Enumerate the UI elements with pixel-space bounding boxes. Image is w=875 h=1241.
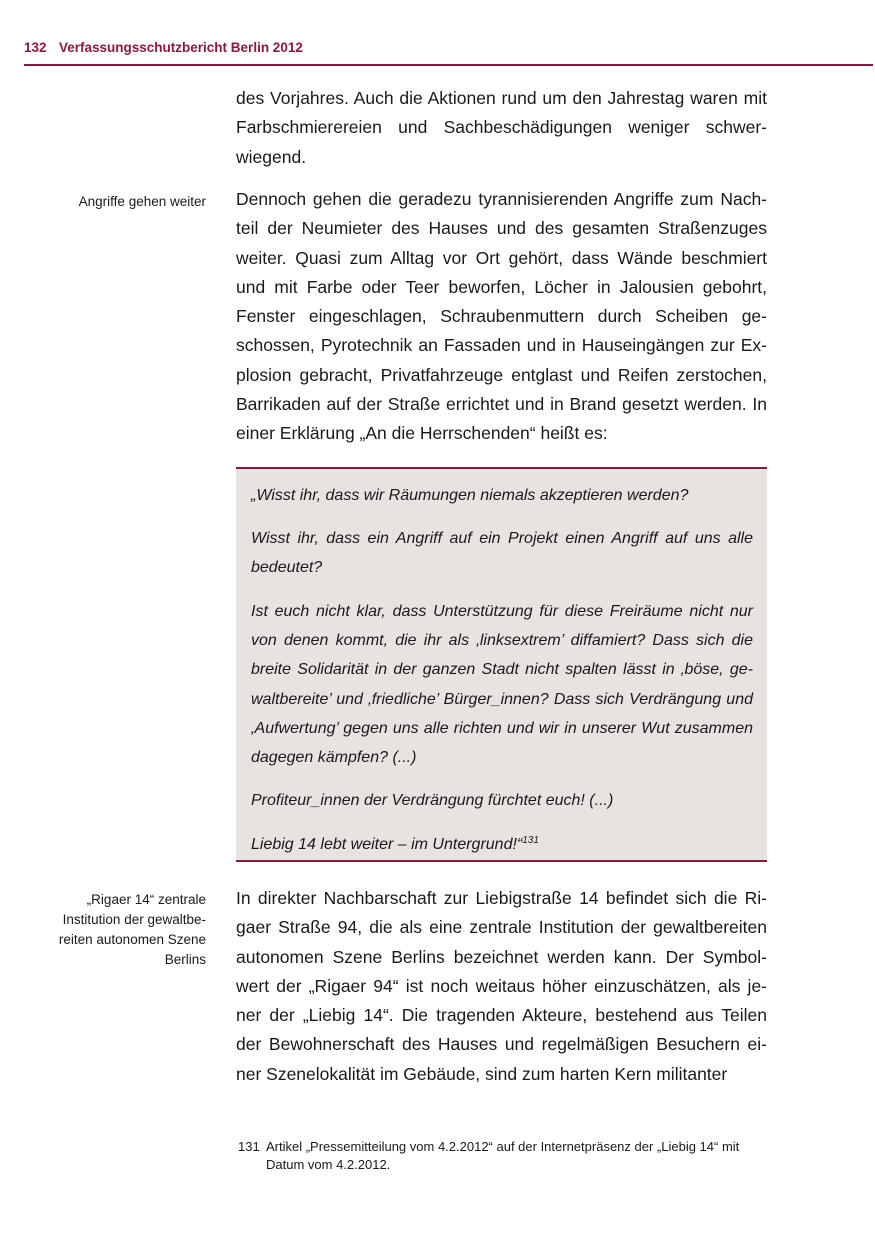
paragraph-rigaer: In direkter Nachbarschaft zur Liebigstraße 14 befindet sich die Ri-gaer Straße 94, die als eine zentrale Institution der gewaltbereiten autonomen Szene Berlins bezeichnet werden kann. Der Symbol-wert der „Rigaer 94“ ist noch weitaus höher einzuschätzen, als je-ner der „Liebig 14“. Die tragenden Akteure, bestehend aus Teilen der Bewohnerschaft des Hauses und regelmäßigen Besuchern ei-ner Szenelokalität im Gebäude, sind zum harten Kern militanter (236, 888, 767, 1084)
quote-last-text: Liebig 14 lebt weiter – im Untergrund!“ (251, 836, 523, 853)
quote-line: Wisst ihr, dass ein Angriff auf ein Projekt einen Angriff auf uns alle bedeutet? (251, 530, 753, 577)
footnote-reference[interactable]: 131 (522, 835, 539, 846)
quote-line: Profiteur_innen der Verdrängung fürchtet euch! (...) (251, 792, 614, 809)
quote-line-last (251, 830, 753, 859)
paragraph-intro: des Vorjahres. Auch die Aktionen rund um den Jahrestag waren mit Farbschmierereien und Sachbeschädigungen weniger schwer-wiegend. (236, 88, 767, 167)
footnote-text: Artikel „Pressemitteilung vom 4.2.2012“ auf der Internetpräsenz der „Liebig 14“ mit Datum vom 4.2.2012. (266, 1139, 740, 1172)
margin-note-attacks: Angriffe gehen weiter (78, 194, 206, 209)
footnote-number: 131 (238, 1139, 260, 1154)
quote-box (236, 467, 767, 862)
page-number: 132 (24, 40, 47, 55)
paragraph-attacks: Dennoch gehen die geradezu tyrannisierenden Angriffe zum Nach-teil der Neumieter des Hauses und des gesamten Straßenzuges weiter. Quasi zum Alltag vor Ort gehört, dass Wände beschmiert und mit Farbe oder Teer beworfen, Löcher in Jalousien gebohrt, Fenster eingeschlagen, Schraubenmuttern durch Scheiben ge-schossen, Pyrotechnik an Fassaden und in Hauseingängen zur Ex-plosion gebracht, Privatfahrzeuge entglast und Reifen zerstochen, Barrikaden auf der Straße errichtet und in Brand gesetzt werden. In einer Erklärung „An die Herrschenden“ heißt es: (236, 189, 767, 444)
margin-note-rigaer: „Rigaer 14“ zentrale Institution der gewaltbe-reiten autonomen Szene Berlins (58, 892, 206, 967)
quote-line: „Wisst ihr, dass wir Räumungen niemals akzeptieren werden? (251, 487, 689, 504)
page-header (24, 38, 873, 66)
running-title: Verfassungsschutzbericht Berlin 2012 (59, 40, 303, 55)
quote-line: Ist euch nicht klar, dass Unterstützung für diese Freiräume nicht nur von denen kommt, die ihr als ‚linksextrem’ diffamiert? Dass sich die breite Solidarität in der ganzen Stadt nicht spalten lässt in ‚böse, ge-waltbereite’ und ‚friedliche’ Bürger_innen? Dass sich Verdrängung und ‚Aufwertung’ gegen uns alle richten und wir in unserer Wut zusammen dagegen kämpfen? (...) (251, 603, 753, 767)
